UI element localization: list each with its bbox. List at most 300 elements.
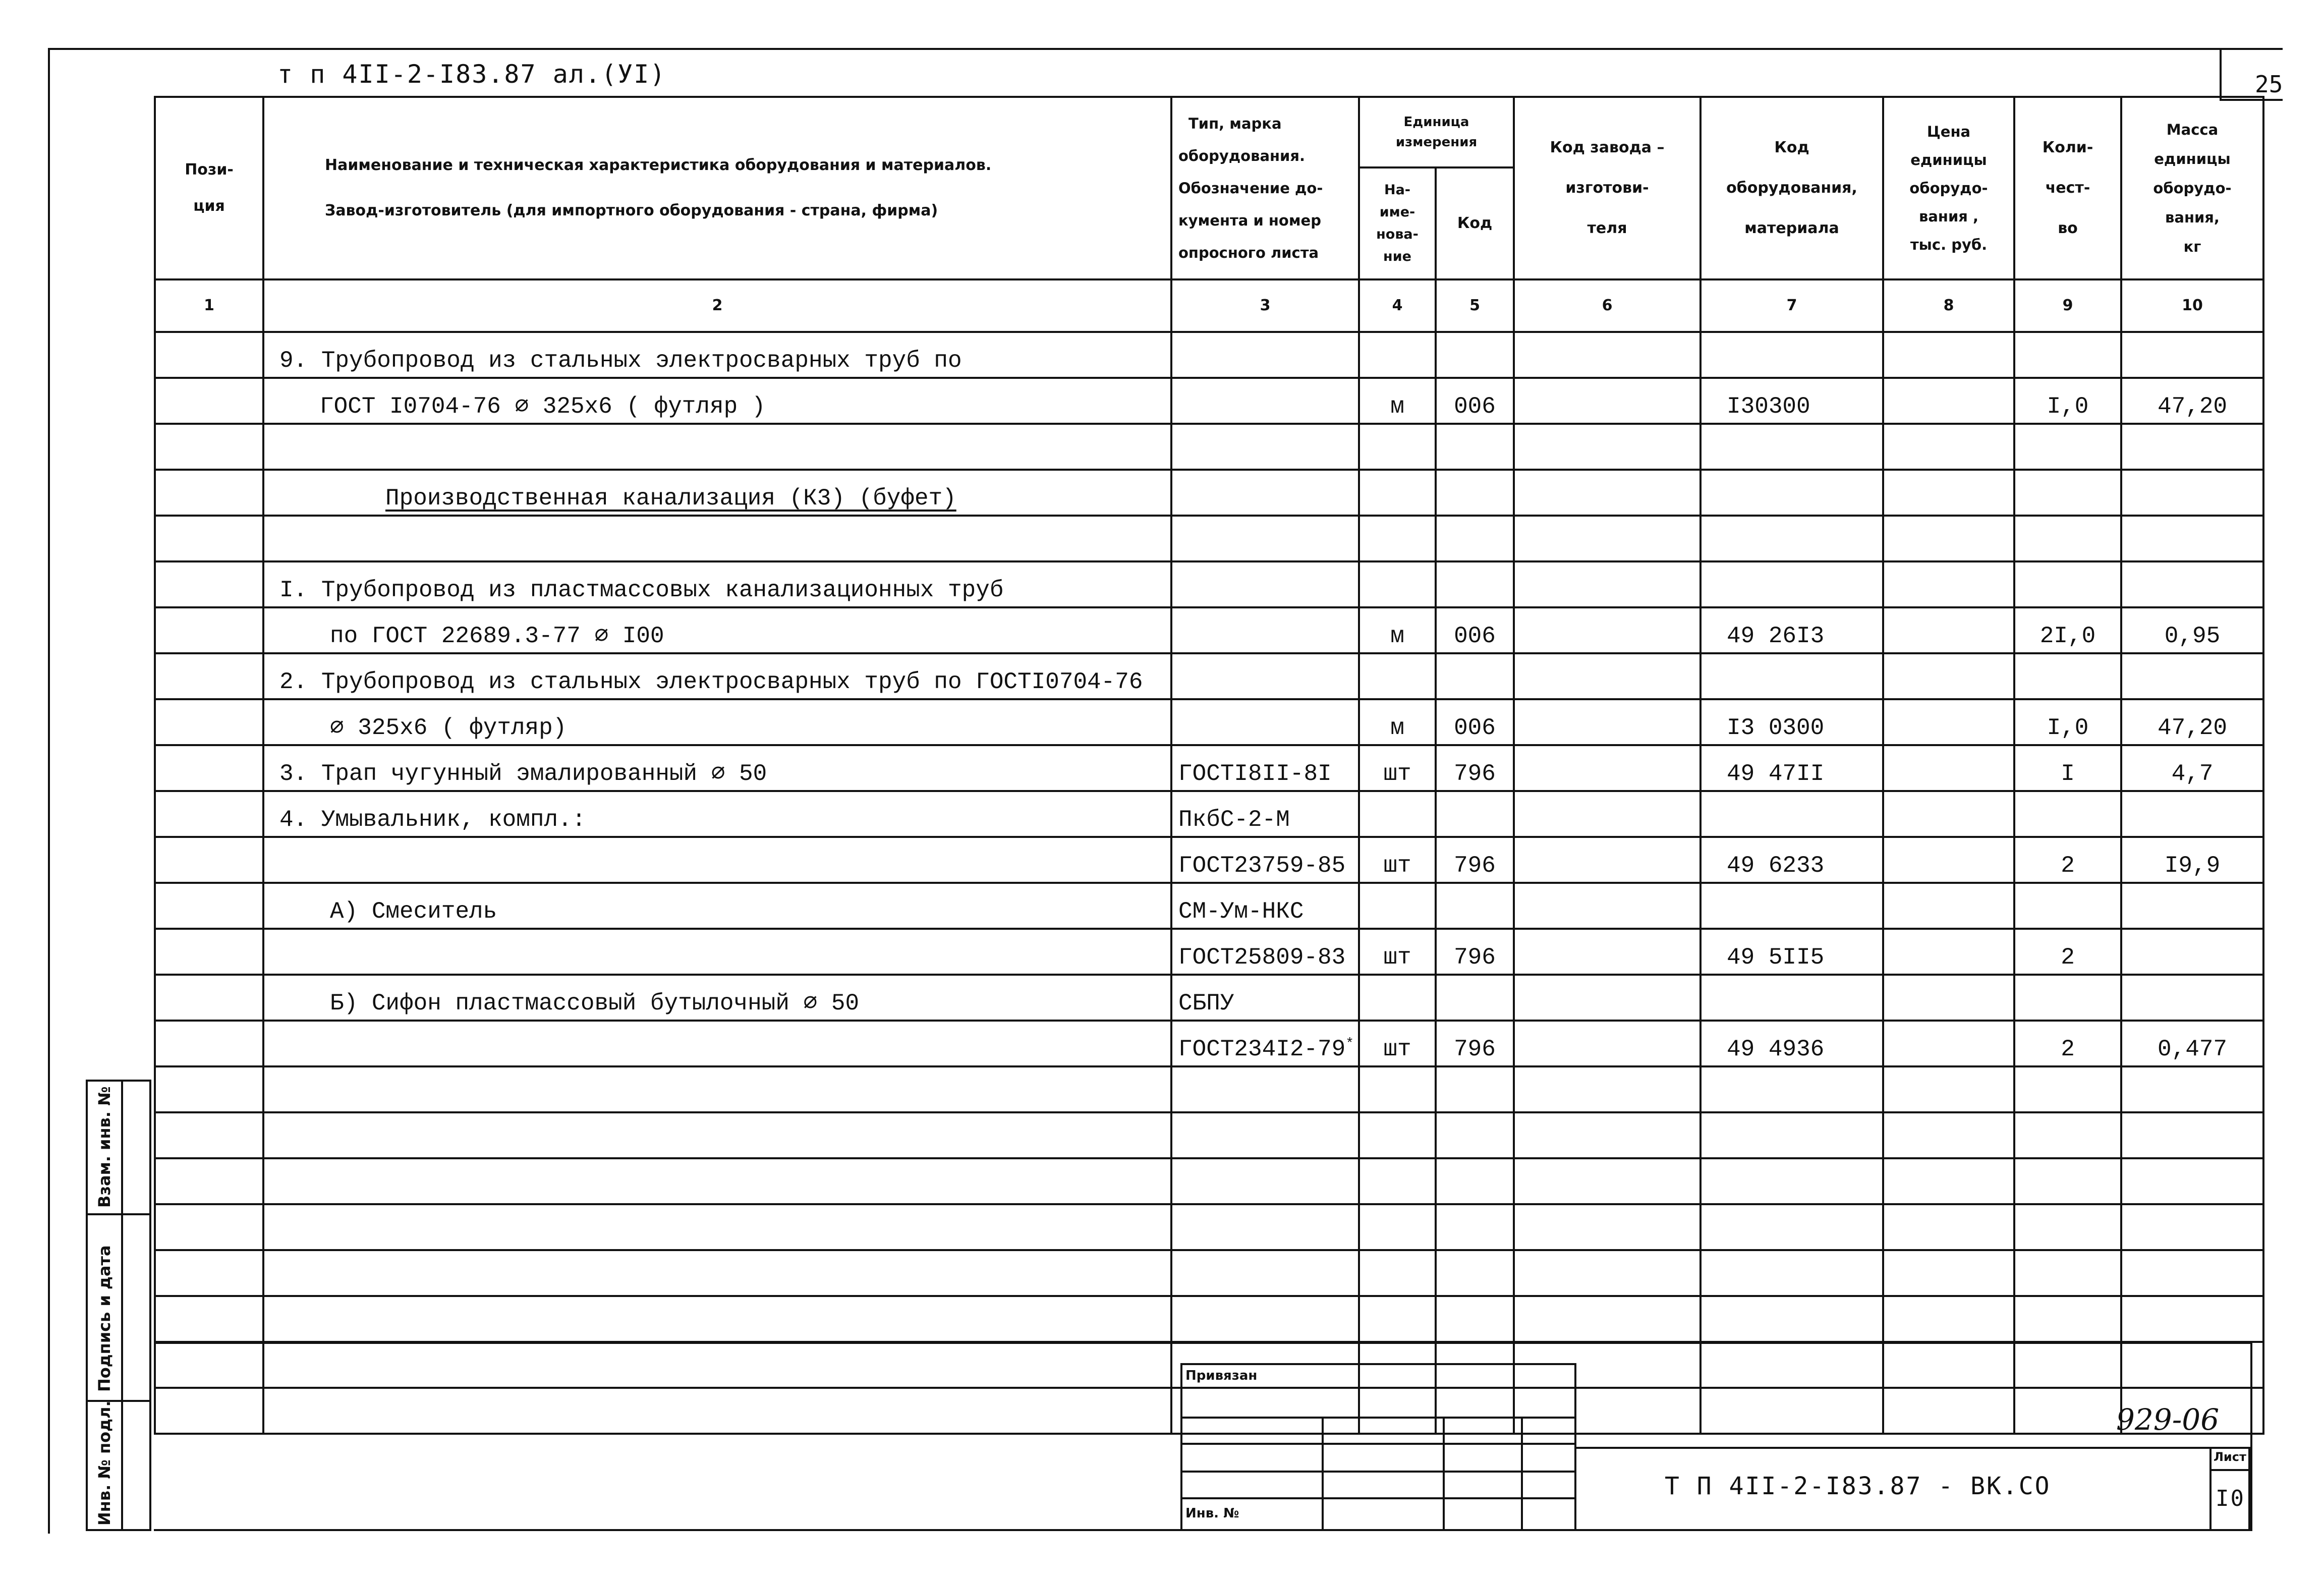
col7-line: оборудования, (1726, 179, 1857, 197)
row-factory-code-cell (1514, 745, 1701, 791)
row-name-text: I. Трубопровод из пластмассовых канализационных труб (279, 577, 1004, 603)
row-mass-text: 0,95 (2164, 623, 2221, 649)
empty-cell (263, 1204, 1171, 1250)
empty-cell (1701, 1388, 1883, 1434)
col-number: 5 (1436, 279, 1514, 332)
row-position-cell (155, 883, 263, 929)
empty-cell (1514, 1388, 1701, 1434)
row-name-text: ∅ 325х6 ( футляр) (330, 715, 567, 741)
row-material-code-cell (1701, 837, 1883, 883)
col2-header (263, 97, 1171, 279)
empty-cell (1701, 1112, 1883, 1158)
empty-cell (1171, 1158, 1359, 1204)
row-unit-cell (1359, 929, 1436, 975)
row-position-cell (155, 837, 263, 883)
col7-header (1701, 97, 1883, 279)
row-material-code-text: 49 6233 (1727, 853, 1825, 879)
table-row (155, 975, 2263, 1021)
row-position-cell (155, 791, 263, 837)
row-price-cell (1883, 516, 2014, 561)
row-unit-text: шт (1383, 1036, 1411, 1062)
row-unit-cell (1359, 653, 1436, 699)
row-quantity-cell (2014, 653, 2121, 699)
row-price-cell (1883, 1021, 2014, 1066)
row-material-code-cell (1701, 975, 1883, 1021)
table-row (155, 745, 2263, 791)
row-mass-cell (2121, 424, 2263, 470)
row-material-code-cell (1701, 1021, 1883, 1066)
row-name-cell (263, 883, 1171, 929)
row-unit-cell (1359, 561, 1436, 607)
row-unit-code-cell (1436, 653, 1514, 699)
row-name-text: 9. Трубопровод из стальных электросварных труб по (279, 348, 962, 374)
row-type-text: СБПУ (1178, 990, 1234, 1017)
title-block-line (1521, 1417, 1523, 1531)
specification-table (154, 96, 2264, 1435)
row-name-text: 4. Умывальник, компл.: (279, 807, 586, 833)
empty-cell (155, 1204, 263, 1250)
row-position-cell (155, 607, 263, 653)
table-row (155, 378, 2263, 424)
document-code: Т П 4II-2-I83.87 - ВК.СО (1665, 1472, 2051, 1500)
signature-date-label: Подпись и дата (95, 1245, 114, 1392)
handwritten-number: 929-06 (2116, 1402, 2220, 1437)
empty-cell (1514, 1158, 1701, 1204)
row-price-cell (1883, 561, 2014, 607)
col-number: 6 (1514, 279, 1701, 332)
row-quantity-cell (2014, 837, 2121, 883)
unit-group-line: Единица (1403, 115, 1469, 130)
empty-cell (263, 1388, 1171, 1434)
row-mass-cell (2121, 332, 2263, 378)
row-price-cell (1883, 791, 2014, 837)
row-quantity-cell (2014, 745, 2121, 791)
row-material-code-cell (1701, 929, 1883, 975)
row-name-cell (263, 470, 1171, 516)
empty-table-row (155, 1250, 2263, 1296)
empty-cell (1171, 1296, 1359, 1342)
empty-cell (2014, 1066, 2121, 1112)
row-name-cell (263, 516, 1171, 561)
row-unit-code-cell (1436, 699, 1514, 745)
empty-cell (1436, 1250, 1514, 1296)
row-factory-code-cell (1514, 791, 1701, 837)
row-type-cell (1171, 745, 1359, 791)
empty-cell (1436, 1066, 1514, 1112)
row-unit-code-cell (1436, 791, 1514, 837)
tied-label: Привязан (1185, 1368, 1258, 1383)
col3-line: кумента и номер (1178, 212, 1321, 229)
sheet-value: I0 (2216, 1486, 2245, 1511)
empty-cell (2014, 1388, 2121, 1434)
row-unit-code-cell (1436, 516, 1514, 561)
col8-line: тыс. руб. (1910, 236, 1988, 253)
row-price-cell (1883, 883, 2014, 929)
empty-cell (1701, 1158, 1883, 1204)
row-name-cell (263, 745, 1171, 791)
sheet-number: 25 (2255, 71, 2283, 98)
row-position-cell (155, 378, 263, 424)
row-factory-code-cell (1514, 929, 1701, 975)
row-mass-cell (2121, 791, 2263, 837)
row-unit-cell (1359, 883, 1436, 929)
row-unit-code-text: 796 (1454, 1036, 1496, 1062)
row-unit-cell (1359, 607, 1436, 653)
row-unit-text: шт (1383, 853, 1411, 879)
col3-line: опросного листа (1178, 244, 1319, 261)
row-factory-code-cell (1514, 975, 1701, 1021)
row-position-cell (155, 424, 263, 470)
col4-line: име- (1379, 204, 1415, 220)
row-unit-code-cell (1436, 975, 1514, 1021)
row-unit-code-cell (1436, 745, 1514, 791)
row-factory-code-cell (1514, 516, 1701, 561)
col4-header (1359, 167, 1436, 279)
empty-cell (1701, 1296, 1883, 1342)
row-quantity-text: 2I,0 (2039, 623, 2096, 649)
row-mass-cell (2121, 561, 2263, 607)
row-position-cell (155, 653, 263, 699)
row-unit-cell (1359, 1021, 1436, 1066)
table-row (155, 699, 2263, 745)
empty-table-row (155, 1204, 2263, 1250)
unit-group-header (1359, 97, 1514, 167)
col-number: 4 (1359, 279, 1436, 332)
empty-cell (155, 1296, 263, 1342)
row-unit-cell (1359, 791, 1436, 837)
row-factory-code-cell (1514, 424, 1701, 470)
empty-cell (2121, 1250, 2263, 1296)
col3-header (1171, 97, 1359, 279)
empty-cell (1701, 1342, 1883, 1388)
col3-line: оборудования. (1178, 147, 1306, 164)
row-quantity-cell (2014, 929, 2121, 975)
row-quantity-text: 2 (2061, 944, 2075, 971)
row-material-code-cell (1701, 424, 1883, 470)
row-quantity-text: I (2061, 761, 2075, 787)
table-row (155, 653, 2263, 699)
row-quantity-text: 2 (2061, 1036, 2075, 1062)
row-factory-code-cell (1514, 561, 1701, 607)
row-price-cell (1883, 607, 2014, 653)
row-type-text: ГОСТ25809-83 (1178, 944, 1346, 971)
col4-line: ние (1383, 249, 1411, 264)
empty-cell (1359, 1066, 1436, 1112)
row-factory-code-cell (1514, 332, 1701, 378)
row-mass-cell (2121, 378, 2263, 424)
row-price-cell (1883, 745, 2014, 791)
col10-line: оборудо- (2153, 180, 2232, 197)
row-price-cell (1883, 332, 2014, 378)
row-factory-code-cell (1514, 470, 1701, 516)
empty-cell (1436, 1204, 1514, 1250)
row-position-cell (155, 470, 263, 516)
empty-cell (1171, 1250, 1359, 1296)
col8-line: Цена (1926, 123, 1971, 140)
empty-cell (2014, 1112, 2121, 1158)
row-factory-code-cell (1514, 653, 1701, 699)
empty-cell (2014, 1158, 2121, 1204)
row-name-cell (263, 929, 1171, 975)
row-quantity-text: I,0 (2047, 715, 2089, 741)
row-material-code-text: 49 5II5 (1727, 944, 1825, 971)
row-mass-cell (2121, 653, 2263, 699)
table-row (155, 470, 2263, 516)
empty-cell (1514, 1112, 1701, 1158)
row-factory-code-cell (1514, 378, 1701, 424)
row-unit-code-cell (1436, 424, 1514, 470)
row-name-cell (263, 699, 1171, 745)
row-material-code-cell (1701, 883, 1883, 929)
empty-cell (2121, 1066, 2263, 1112)
row-material-code-cell (1701, 378, 1883, 424)
table-row (155, 1021, 2263, 1066)
unit-group-line: измерения (1395, 135, 1478, 150)
empty-cell (1514, 1250, 1701, 1296)
row-material-code-cell (1701, 791, 1883, 837)
row-type-cell (1171, 699, 1359, 745)
empty-table-row (155, 1388, 2263, 1434)
empty-cell (1883, 1112, 2014, 1158)
empty-cell (263, 1158, 1171, 1204)
row-type-text: СМ-Ум-НКС (1178, 898, 1304, 925)
row-unit-text: м (1390, 623, 1404, 649)
row-type-text: ГОСТ23759-85 (1178, 853, 1346, 879)
col-number: 3 (1171, 279, 1359, 332)
empty-cell (155, 1250, 263, 1296)
replacement-inventory-label: Взам. инв. № (95, 1086, 114, 1208)
row-mass-cell (2121, 470, 2263, 516)
empty-cell (1514, 1066, 1701, 1112)
empty-cell (1359, 1204, 1436, 1250)
row-name-cell (263, 378, 1171, 424)
row-name-cell (263, 424, 1171, 470)
row-material-code-text: I3 0300 (1727, 715, 1825, 741)
empty-cell (1171, 1204, 1359, 1250)
empty-cell (263, 1066, 1171, 1112)
title-block-line (1180, 1363, 1576, 1365)
empty-cell (2014, 1296, 2121, 1342)
row-name-text: Б) Сифон пластмассовый бутылочный ∅ 50 (330, 990, 860, 1017)
row-unit-text: м (1390, 393, 1404, 420)
row-mass-cell (2121, 1021, 2263, 1066)
empty-cell (1359, 1250, 1436, 1296)
col1-header (155, 97, 263, 279)
row-name-cell (263, 653, 1171, 699)
sheet-label: Лист (2214, 1450, 2246, 1464)
empty-cell (2121, 1158, 2263, 1204)
empty-cell (2121, 1204, 2263, 1250)
row-mass-cell (2121, 516, 2263, 561)
row-quantity-cell (2014, 332, 2121, 378)
empty-cell (1883, 1296, 2014, 1342)
col6-line: теля (1587, 219, 1627, 237)
row-name-cell (263, 561, 1171, 607)
empty-cell (1171, 1112, 1359, 1158)
row-price-cell (1883, 699, 2014, 745)
row-name-text: ГОСТ I0704-76 ∅ 325х6 ( футляр ) (320, 393, 766, 420)
row-type-cell (1171, 1021, 1359, 1066)
col2-title-line2: Завод-изготовитель (для импортного оборудования - страна, фирма) (325, 202, 938, 219)
table-row (155, 791, 2263, 837)
row-unit-code-text: 796 (1454, 944, 1496, 971)
table-row (155, 929, 2263, 975)
empty-cell (1883, 1066, 2014, 1112)
row-material-code-cell (1701, 699, 1883, 745)
row-position-cell (155, 516, 263, 561)
row-type-cell (1171, 470, 1359, 516)
table-row (155, 332, 2263, 378)
empty-cell (2014, 1204, 2121, 1250)
empty-cell (155, 1158, 263, 1204)
row-unit-text: м (1390, 715, 1404, 741)
row-type-cell (1171, 791, 1359, 837)
title-block-line (1180, 1497, 1576, 1499)
col-number: 8 (1883, 279, 2014, 332)
row-unit-code-cell (1436, 1021, 1514, 1066)
row-unit-cell (1359, 699, 1436, 745)
row-type-cell (1171, 607, 1359, 653)
row-position-cell (155, 929, 263, 975)
row-unit-code-cell (1436, 470, 1514, 516)
empty-cell (1171, 1388, 1359, 1434)
row-mass-cell (2121, 607, 2263, 653)
row-unit-cell (1359, 745, 1436, 791)
row-unit-cell (1359, 975, 1436, 1021)
row-unit-cell (1359, 332, 1436, 378)
empty-cell (155, 1066, 263, 1112)
col5-header: Код (1436, 167, 1514, 279)
table-row (155, 607, 2263, 653)
row-mass-cell (2121, 883, 2263, 929)
empty-cell (1359, 1296, 1436, 1342)
empty-cell (1514, 1296, 1701, 1342)
col8-line: оборудо- (1909, 180, 1988, 197)
empty-cell (2121, 1342, 2263, 1388)
row-material-code-cell (1701, 561, 1883, 607)
row-material-code-cell (1701, 470, 1883, 516)
col8-line: единицы (1910, 151, 1987, 168)
col8-line: вания , (1918, 208, 1978, 225)
empty-cell (1701, 1250, 1883, 1296)
title-block-line (1180, 1443, 1576, 1445)
row-quantity-cell (2014, 791, 2121, 837)
row-factory-code-cell (1514, 699, 1701, 745)
empty-cell (1514, 1204, 1701, 1250)
row-unit-code-text: 006 (1454, 623, 1496, 649)
col-number: 10 (2121, 279, 2263, 332)
table-row (155, 561, 2263, 607)
inventory-label: Инв. № (1185, 1506, 1239, 1521)
empty-cell (155, 1112, 263, 1158)
row-price-cell (1883, 378, 2014, 424)
empty-table-row (155, 1158, 2263, 1204)
row-price-cell (1883, 929, 2014, 975)
row-position-cell (155, 1021, 263, 1066)
original-inventory-label: Инв. № подл. (95, 1400, 114, 1526)
row-type-cell (1171, 424, 1359, 470)
title-block-line (1180, 1417, 1576, 1419)
row-name-cell (263, 837, 1171, 883)
empty-cell (263, 1296, 1171, 1342)
empty-cell (155, 1342, 263, 1388)
empty-cell (263, 1112, 1171, 1158)
empty-cell (1436, 1296, 1514, 1342)
row-unit-code-cell (1436, 929, 1514, 975)
row-mass-text: 4,7 (2171, 761, 2214, 787)
row-unit-code-text: 006 (1454, 393, 1496, 420)
empty-cell (1701, 1204, 1883, 1250)
empty-cell (1883, 1204, 2014, 1250)
row-unit-cell (1359, 837, 1436, 883)
row-factory-code-cell (1514, 1021, 1701, 1066)
row-mass-cell (2121, 929, 2263, 975)
empty-cell (1436, 1388, 1514, 1434)
row-material-code-cell (1701, 516, 1883, 561)
row-price-cell (1883, 975, 2014, 1021)
empty-cell (2014, 1250, 2121, 1296)
row-factory-code-cell (1514, 837, 1701, 883)
row-mass-text: 0,477 (2157, 1036, 2228, 1062)
empty-cell (1436, 1112, 1514, 1158)
empty-cell (2014, 1342, 2121, 1388)
row-unit-text: шт (1383, 944, 1411, 971)
table-row (155, 837, 2263, 883)
empty-cell (263, 1250, 1171, 1296)
empty-cell (155, 1388, 263, 1434)
row-unit-code-text: 796 (1454, 853, 1496, 879)
row-material-code-text: 49 26I3 (1727, 623, 1825, 649)
row-material-code-cell (1701, 607, 1883, 653)
row-name-text: 2. Трубопровод из стальных электросварных труб по ГОСТI0704-76 (279, 669, 1143, 695)
col-number: 1 (155, 279, 263, 332)
row-type-cell (1171, 653, 1359, 699)
row-quantity-cell (2014, 470, 2121, 516)
col6-line: изготови- (1565, 179, 1649, 197)
col-number: 9 (2014, 279, 2121, 332)
row-unit-code-cell (1436, 607, 1514, 653)
row-name-text: по ГОСТ 22689.3-77 ∅ I00 (330, 623, 664, 649)
col4-line: На- (1384, 182, 1411, 198)
row-factory-code-cell (1514, 883, 1701, 929)
col6-header (1514, 97, 1701, 279)
row-material-code-text: 49 47II (1727, 761, 1825, 787)
row-unit-code-cell (1436, 837, 1514, 883)
row-type-text: ГОСТI8II-8I (1178, 761, 1332, 787)
row-mass-cell (2121, 975, 2263, 1021)
empty-cell (2121, 1296, 2263, 1342)
title-block-line (154, 1529, 2252, 1531)
row-unit-code-text: 796 (1454, 761, 1496, 787)
col4-line: нова- (1376, 227, 1419, 242)
row-unit-code-text: 006 (1454, 715, 1496, 741)
title-block-line (154, 1342, 2252, 1344)
empty-cell (1359, 1388, 1436, 1434)
col9-header (2014, 97, 2121, 279)
title-block-line (1443, 1417, 1445, 1531)
empty-table-row (155, 1066, 2263, 1112)
empty-cell (1359, 1158, 1436, 1204)
row-name-cell (263, 791, 1171, 837)
row-material-code-text: I30300 (1727, 393, 1810, 420)
title-block-line (1574, 1447, 2250, 1449)
col3-line: Тип, марка (1188, 115, 1282, 132)
row-position-cell (155, 975, 263, 1021)
row-mass-cell (2121, 745, 2263, 791)
col10-line: кг (2183, 238, 2201, 255)
row-price-cell (1883, 653, 2014, 699)
row-quantity-cell (2014, 975, 2121, 1021)
